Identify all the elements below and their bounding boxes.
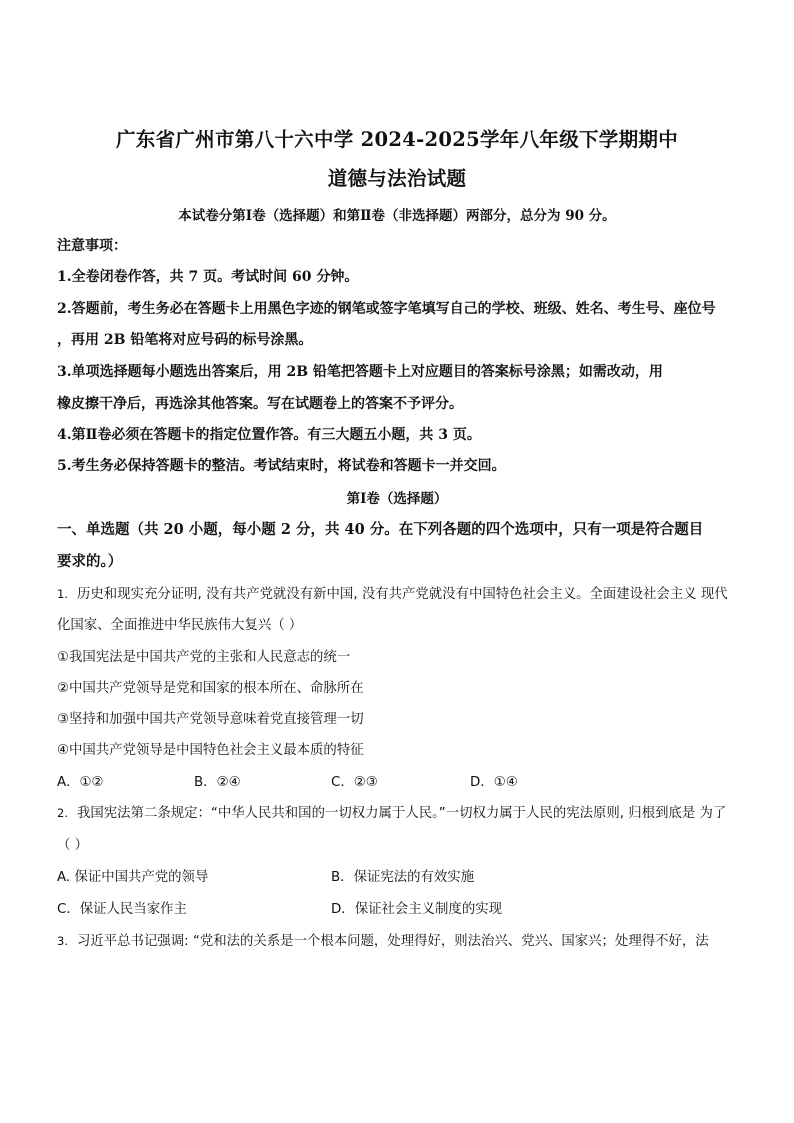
section-heading: 一、单选题（共 20 小题，每小题 2 分，共 40 分。在下列各题的四个选项中，只有一项是符合题目: [57, 521, 704, 538]
option-d: D．①④: [470, 775, 518, 790]
notice-item: ，再用 2B 铅笔将对应号码的标号涂黑。: [57, 332, 313, 348]
question-2-stem: [57, 802, 726, 821]
question-number: 2.: [57, 806, 68, 820]
notice-item: 2.答题前，考生务必在答题卡上用黑色字迹的钢笔或签字笔填写自己的学校、班级、姓名、考生号、座位号: [57, 301, 716, 317]
notice-item: 5.考生务必保持答题卡的整洁。考试结束时，将试卷和答题卡一并交回。: [57, 458, 506, 474]
option-a: A．①②: [57, 775, 104, 790]
statement-item: ①我国宪法是中国共产党的主张和人民意志的统一: [57, 650, 351, 665]
question-1-stem-cont: 化国家、全面推进中华民族伟大复兴（ ）: [57, 618, 303, 633]
notice-item: 3.单项选择题每小题选出答案后，用 2B 铅笔把答题卡上对应题目的答案标号涂黑；如需改动，用: [57, 364, 663, 380]
question-number: 3.: [57, 934, 68, 948]
notice-item: 1.全卷闭卷作答，共 7 页。考试时间 60 分钟。: [57, 269, 359, 285]
notice-item: 橡皮擦干净后，再选涂其他答案。写在试题卷上的答案不予评分。: [57, 396, 463, 412]
question-text: 历史和现实充分证明, 没有共产党就没有新中国, 没有共产党就没有中国特色社会主义。全面建设社会主义 现代: [77, 587, 728, 602]
question-number: 1.: [57, 587, 68, 601]
statement-item: ③坚持和加强中国共产党领导意味着党直接管理一切: [57, 712, 364, 727]
intro-text: 本试卷分第Ⅰ卷（选择题）和第Ⅱ卷（非选择题）两部分，总分为 90 分。: [178, 208, 616, 224]
notice-heading: 注意事项：: [57, 238, 127, 254]
statement-item: ④中国共产党领导是中国特色社会主义最本质的特征: [57, 743, 364, 758]
option-a: A. 保证中国共产党的领导: [57, 870, 209, 885]
option-b: B．②④: [194, 775, 241, 790]
exam-subtitle: 道德与法治试题: [327, 167, 467, 190]
notice-item: 4.第Ⅱ卷必须在答题卡的指定位置作答。有三大题五小题，共 3 页。: [57, 427, 481, 443]
question-2-stem-cont: （ ）: [57, 838, 89, 853]
question-3-stem: [57, 930, 709, 949]
section-heading-cont: 要求的。）: [57, 553, 123, 570]
question-text: 习近平总书记强调: “党和法的关系是一个根本问题，处理得好，则法治兴、党兴、国家兴；处理得不好，法: [77, 934, 709, 949]
option-c: C．保证人民当家作主: [57, 902, 187, 917]
question-1-stem: [57, 583, 728, 602]
exam-title: 广东省广州市第八十六中学 2024-2025学年八年级下学期期中: [115, 128, 679, 151]
part1-heading: 第Ⅰ卷（选择题）: [346, 491, 448, 507]
option-d: D．保证社会主义制度的实现: [331, 902, 502, 917]
question-text: 我国宪法第二条规定：“中华人民共和国的一切权力属于人民。”一切权力属于人民的宪法原则, 归根到底是 为了: [77, 806, 727, 821]
option-b: B．保证宪法的有效实施: [331, 870, 475, 885]
statement-item: ②中国共产党领导是党和国家的根本所在、命脉所在: [57, 681, 364, 696]
option-c: C．②③: [331, 775, 378, 790]
